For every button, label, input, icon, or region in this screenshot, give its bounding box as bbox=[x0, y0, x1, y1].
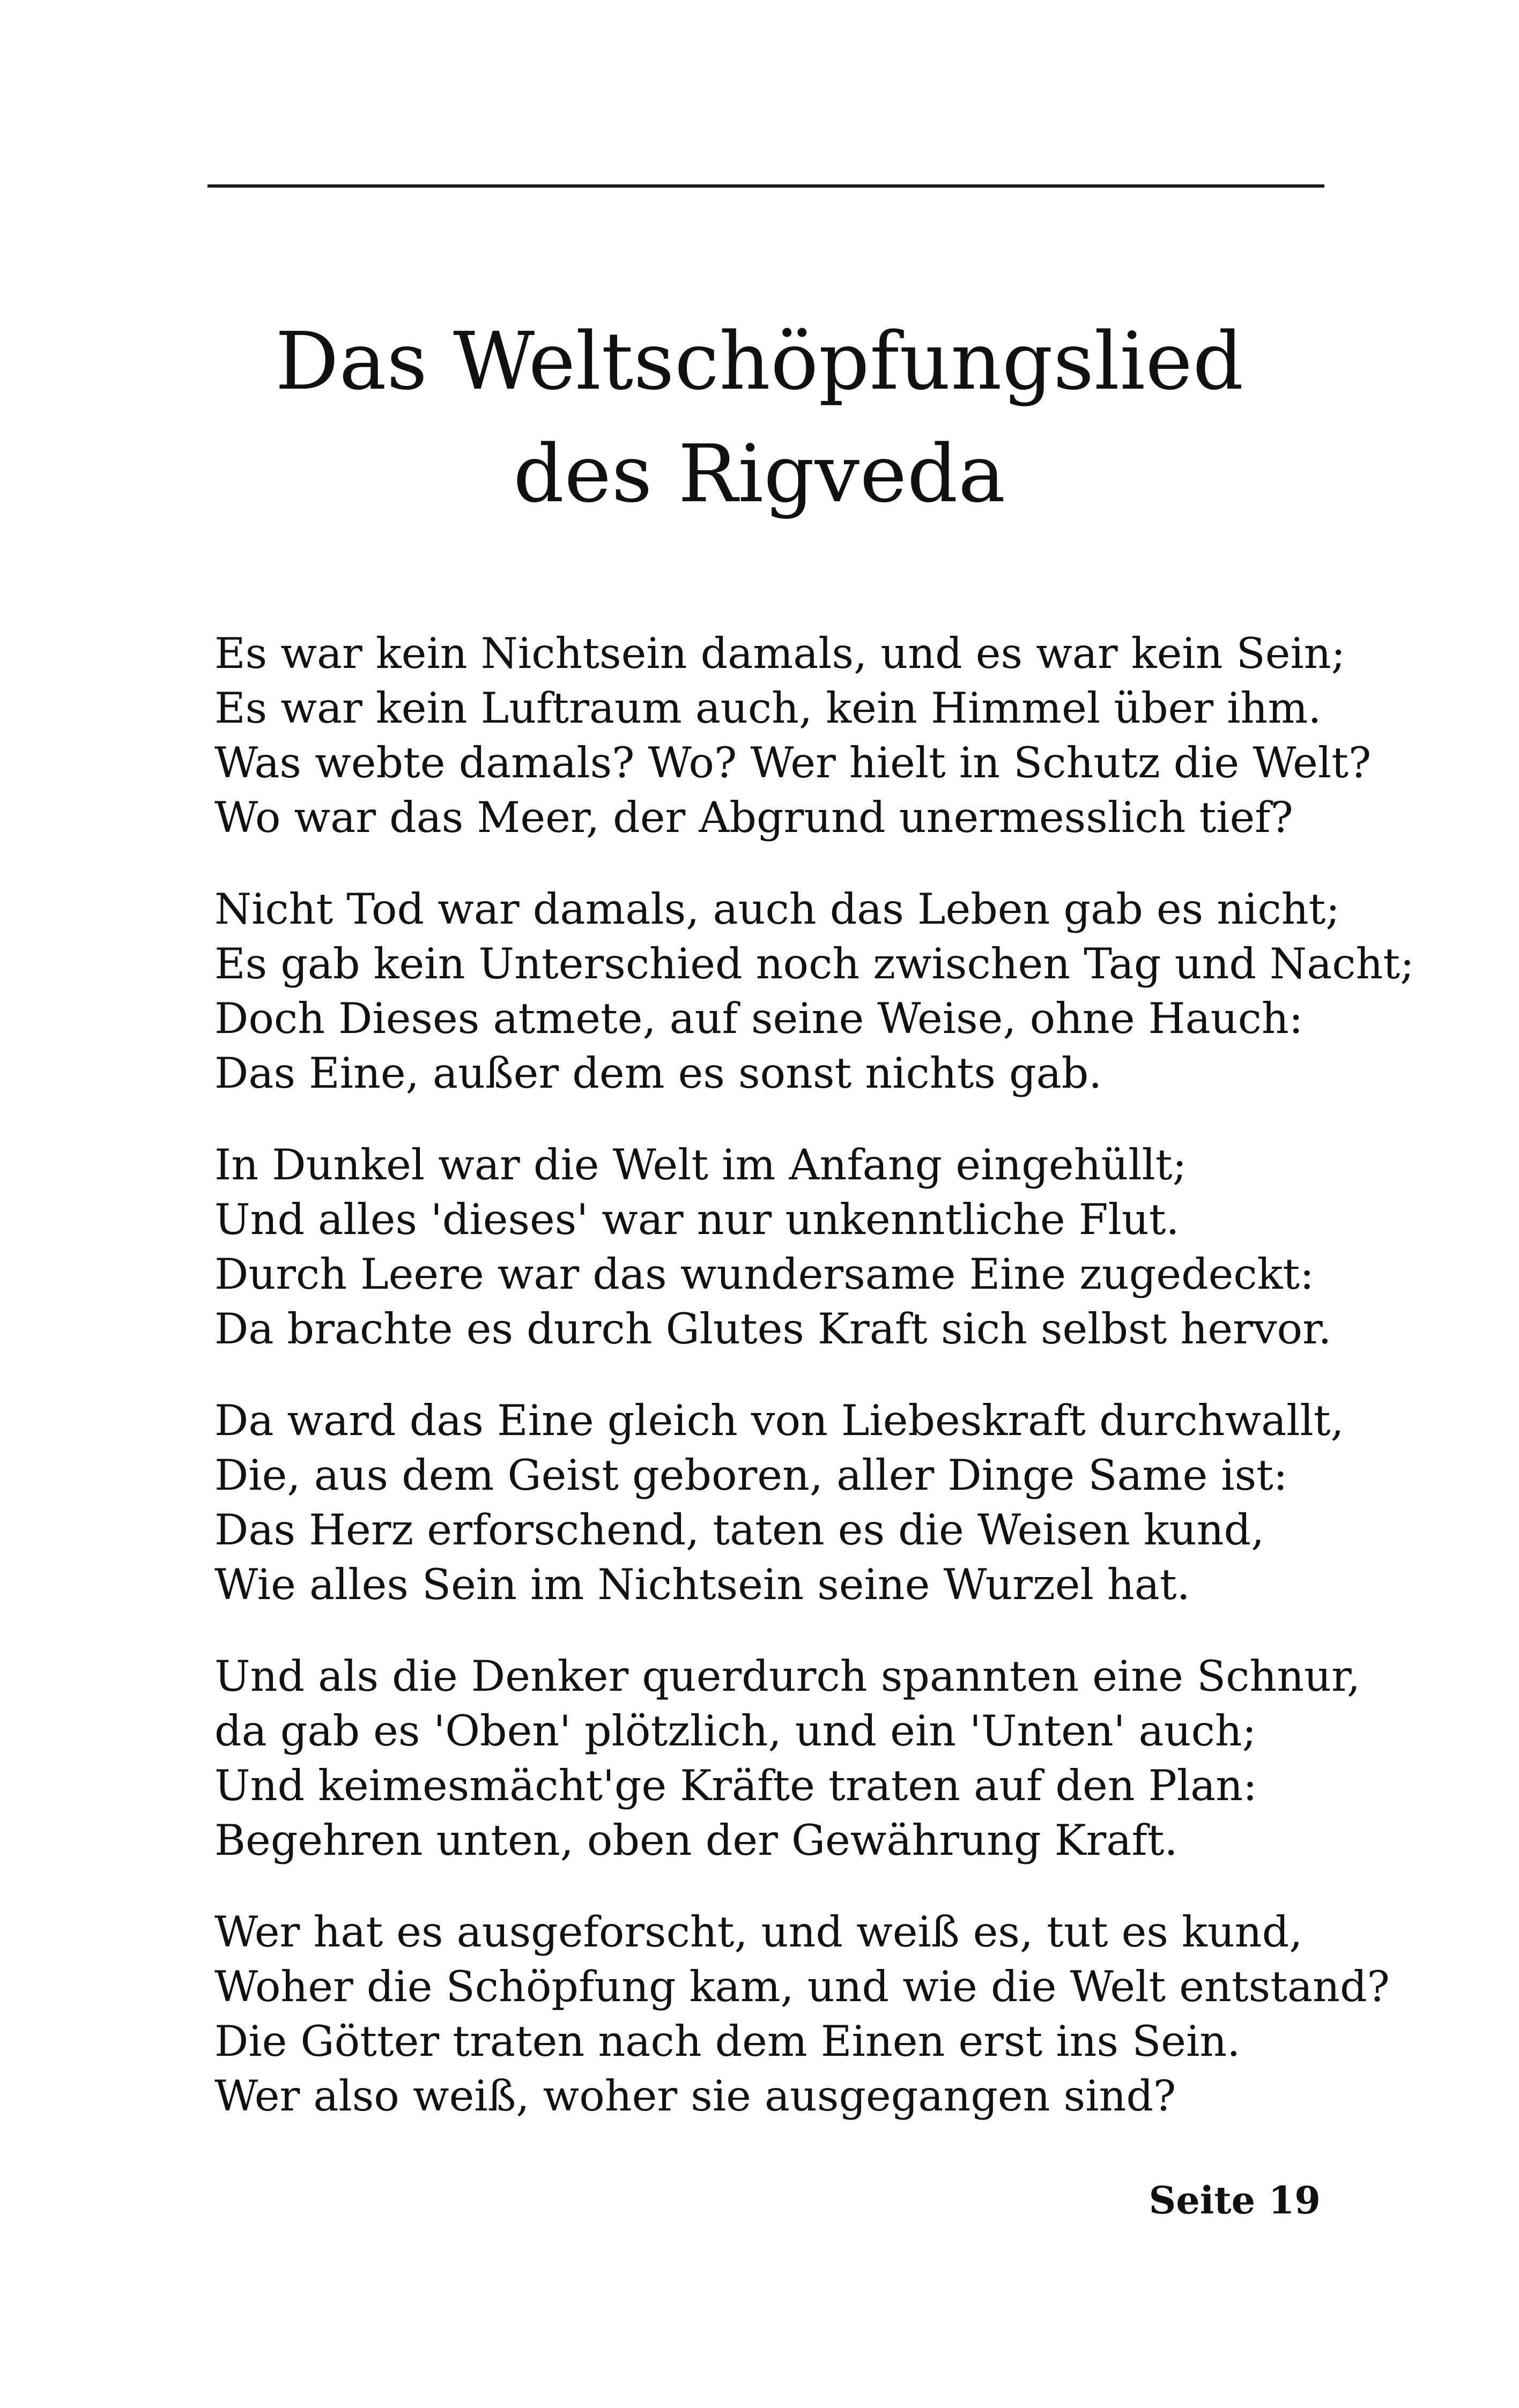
poem-line: Und keimesmächt'ge Kräfte traten auf den Plan: bbox=[214, 1761, 1257, 1810]
poem-line: Begehren unten, oben der Gewährung Kraft. bbox=[214, 1816, 1178, 1865]
poem-line: Nicht Tod war damals, auch das Leben gab es nicht; bbox=[214, 885, 1340, 934]
poem-line: Woher die Schöpfung kam, und wie die Welt entstand? bbox=[214, 1962, 1390, 2011]
poem-line: Da brachte es durch Glutes Kraft sich selbst hervor. bbox=[214, 1304, 1332, 1354]
top-rule-divider bbox=[208, 184, 1324, 188]
title-line-2: des Rigveda bbox=[513, 428, 1006, 521]
poem-line: Wie alles Sein im Nichtsein seine Wurzel hat. bbox=[214, 1560, 1190, 1609]
poem-line: Wer hat es ausgeforscht, und weiß es, tut es kund, bbox=[214, 1907, 1303, 1957]
poem-line: Und als die Denker querdurch spannten eine Schnur, bbox=[214, 1652, 1361, 1701]
poem-line: Das Eine, außer dem es sonst nichts gab. bbox=[214, 1049, 1102, 1098]
poem-line: Es war kein Luftraum auch, kein Himmel über ihm. bbox=[214, 683, 1322, 733]
poem-line: Was webte damals? Wo? Wer hielt in Schutz die Welt? bbox=[214, 738, 1372, 787]
stanza-5 bbox=[214, 1649, 1361, 1868]
poem-line: In Dunkel war die Welt im Anfang eingehüllt; bbox=[214, 1140, 1187, 1190]
poem-line: Doch Dieses atmete, auf seine Weise, ohne Hauch: bbox=[214, 994, 1303, 1043]
poem-line: Da ward das Eine gleich von Liebeskraft durchwallt, bbox=[214, 1396, 1344, 1445]
poem-line: Die, aus dem Geist geboren, aller Dinge Same ist: bbox=[214, 1451, 1288, 1500]
stanza-6 bbox=[214, 1905, 1390, 2123]
poem-line: Es gab kein Unterschied noch zwischen Tag und Nacht; bbox=[214, 939, 1414, 989]
poem-body bbox=[214, 626, 1414, 2160]
stanza-1 bbox=[214, 626, 1372, 845]
poem-line: Durch Leere war das wundersame Eine zugedeckt: bbox=[214, 1250, 1314, 1299]
poem-line: Wo war das Meer, der Abgrund unermesslich tief? bbox=[214, 793, 1293, 842]
poem-line: Wer also weiß, woher sie ausgegangen sind? bbox=[214, 2071, 1176, 2121]
poem-line: Es war kein Nichtsein damals, und es war kein Sein; bbox=[214, 629, 1346, 678]
page-title bbox=[0, 305, 1519, 530]
poem-line: da gab es 'Oben' plötzlich, und ein 'Unten' auch; bbox=[214, 1706, 1257, 1756]
page-number: Seite 19 bbox=[1148, 2178, 1321, 2223]
poem-line: Die Götter traten nach dem Einen erst ins Sein. bbox=[214, 2017, 1241, 2066]
stanza-2 bbox=[214, 882, 1414, 1101]
title-line-1: Das Weltschöpfungslied bbox=[275, 315, 1244, 408]
stanza-4 bbox=[214, 1393, 1344, 1612]
poem-line: Das Herz erforschend, taten es die Weisen kund, bbox=[214, 1505, 1265, 1555]
stanza-3 bbox=[214, 1138, 1340, 1356]
poem-line: Und alles 'dieses' war nur unkenntliche Flut. bbox=[214, 1195, 1180, 1244]
